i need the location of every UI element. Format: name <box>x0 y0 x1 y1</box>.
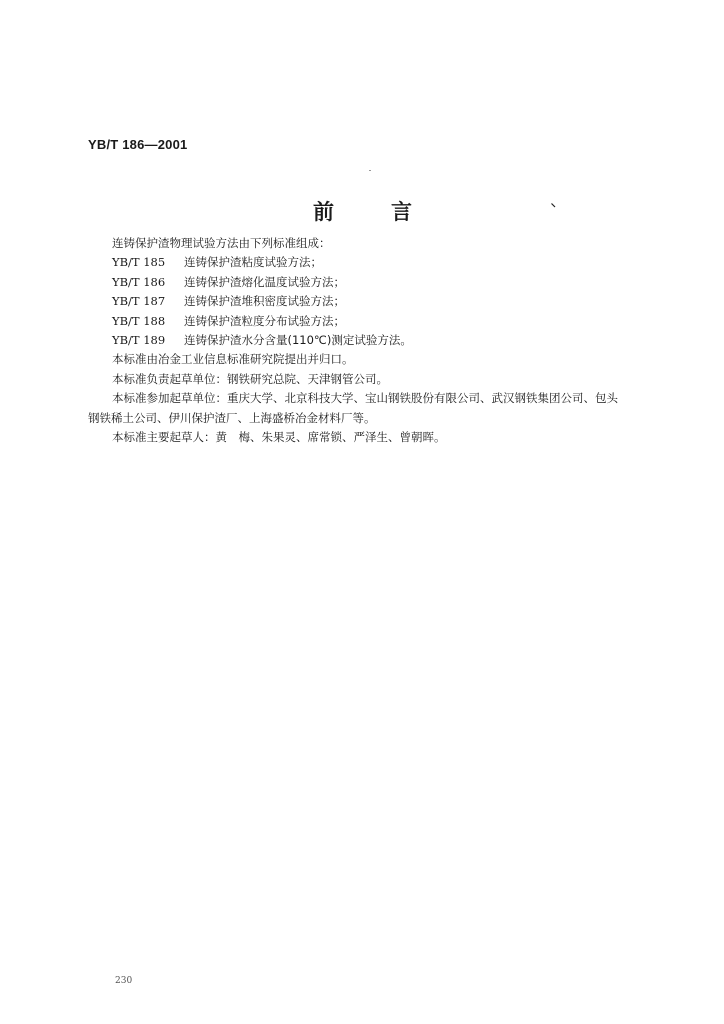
list-item-name: 连铸保护渣熔化温度试验方法； <box>184 274 345 289</box>
list-item-code: YB/T 189 <box>112 332 166 347</box>
list-item <box>88 312 648 331</box>
document-body <box>88 234 648 447</box>
list-item-code: YB/T 186 <box>112 274 166 289</box>
intro-line: 连铸保护渣物理试验方法由下列标准组成： <box>112 236 331 250</box>
list-item <box>88 331 648 350</box>
list-item-name: 连铸保护渣粒度分布试验方法； <box>184 313 345 328</box>
list-item-code: YB/T 188 <box>112 313 166 328</box>
list-item-code: YB/T 187 <box>112 294 166 309</box>
list-item <box>88 253 648 272</box>
title-char-2: 言 <box>391 199 412 224</box>
participants-paragraph-line-2: 钢铁稀土公司、伊川保护渣厂、上海盛桥冶金材料厂等。 <box>88 410 376 425</box>
list-item <box>88 292 648 311</box>
scan-mark <box>551 203 556 208</box>
participants-paragraph-line-1: 本标准参加起草单位：重庆大学、北京科技大学、宝山钢铁股份有限公司、武汉钢铁集团公司、包头 <box>112 391 618 406</box>
proposed-by-paragraph: 本标准由冶金工业信息标准研究院提出并归口。 <box>112 352 354 367</box>
drafters-paragraph: 本标准主要起草人：黄 梅、朱果灵、席常锁、严泽生、曾朝晖。 <box>112 429 446 444</box>
standard-code: YB/T 186—2001 <box>88 137 188 152</box>
list-item-name: 连铸保护渣粘度试验方法； <box>184 255 322 270</box>
list-item-name: 连铸保护渣堆积密度试验方法； <box>184 294 345 309</box>
title-char-1: 前 <box>313 199 334 224</box>
scan-speck <box>369 170 371 171</box>
list-item-code: YB/T 185 <box>112 255 166 270</box>
list-item-name: 连铸保护渣水分含量(110℃)测定试验方法。 <box>184 332 412 347</box>
page-number: 230 <box>115 976 133 986</box>
page-title <box>313 196 412 226</box>
list-item <box>88 273 648 292</box>
responsible-unit-paragraph: 本标准负责起草单位：钢铁研究总院、天津钢管公司。 <box>112 371 388 386</box>
